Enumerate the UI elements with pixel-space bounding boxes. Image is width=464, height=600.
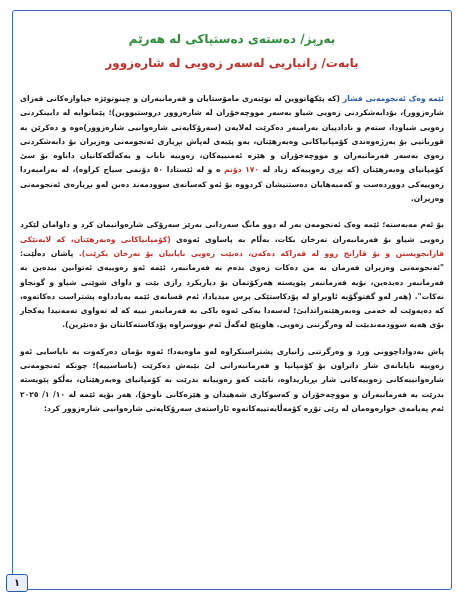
investment-companies-quote: (کۆمپانیاکانی وەبەرهێنان، کە لایەنێکی قازانجویستن و بۆ قازانج روو لە قەزاکە دەکەن، دەبێت زەویی نایابیان بۆ تەرخان بکرێت).: [20, 234, 444, 258]
paragraph-meeting-text-2: پاشان دەڵێت: "ئەنجومەنی وەزیران فەرمان بە من دەکات زەوی بدەم بە فەرمانبەر، ئێمە ئەو زەوییەی ئەتوانین بیدەین بە فەرمانبەر دەیدەین، بۆیە فەرمانبەر پێویستە هەرکۆتمان بۆ دیاریکرد رازی بێت و داوای شوێنی شیاو و گونجاو نەکات". (هەر لەو گفتوگۆیە ئاوبراو لە پۆدکاستێکی پرس میدیادا، ئەم قسانەی ئێمە بەیادداوە پشتراست دەکاتەوە، کە دەیەوێت لە خەمی وەبەرهێنەراندابێ؛ لەسەدا یەکی ئەوە باکی بە فەرمانبەر نییە کە لە تەواوی تەمەنیدا یەکجار بۆی هەیە سوودمەندبێت لە وەرگرتنی زەویی. هاوپێچ لەگەڵ ئەم نووسراوە پۆدکاستەکانتان بۆ دەنێرین).: [20, 248, 444, 330]
paragraph-findings: پاش بەدواداچوونی ورد و وەرگرتنی زانیاری پشتراستکراوە لەو ماوەیەدا؛ ئەوە بۆمان دەرکەوت بە نایاسایی ئەو زەوییە نایابانەی شار داتراون بۆ کۆمپانیا و فەرمانبەرانی لێ بێبەش دەکرێت (ناساسییە)؛ چونکە ئەنجومەنی شارەوانییەکانی زەوییەکانی شار بڕیاریداوە، نابێت کەو زەوییانە بدرێت بە کۆمپانیای وەبەرهێنان، بەڵکو پێویستە بدرێت بە فەرمانبەران و مووچەخۆران و کەسوکاری شەهیدان و هێزەکانی ناوخۆ). هەر بۆیە ئێمە لە ١٠/ ١/ ٢٠٢٥ ئەم پەیامەی خوارەوەمان لە رێی تۆڕە کۆمەڵایەتییەکانەوە ئاراستەی سەرۆکایەتی شارەوانیی شارەزوور کرد:: [20, 346, 444, 413]
paragraph-intro: [20, 92, 444, 206]
document-body: [20, 18, 444, 416]
paragraph-meeting-text-1: بۆ ئەم مەبەستە؛ ئێمە وەک ئەنجومەن بەر لە دوو مانگ سەردانی بەرێز سەرۆکی شارەوانیمان کرد و داوامان لێکرد زەویی شیاو بۆ فەرمانبەران تەرخان بکات، بەڵام بە پاساوی ئەوەی: [20, 220, 444, 244]
subject-heading: بابەت/ زانیاریی لەسەر زەویی لە شارەزوور: [105, 56, 359, 70]
page-number-badge: ١: [6, 574, 28, 592]
paragraph-meeting: [20, 218, 444, 332]
paragraph-intro-text-2: ە و لە ئێستادا ٥٠ دۆنمی سیاج کراوە)، لە بەرامبەردا زەوییەکی دووردەست و کەمبەهایان دەستنیشان کردووە بۆ ئەو کەسانەی سوودمەند دەبن لەو بڕیارەی ئەنجومەنی وەزیران.: [20, 165, 444, 204]
paragraph-intro-text-1: (کە پێکهاتووین لە نوێنەری مامۆستایان و فەرمانبەران و چینوتوێژە جیاوازەکانی قەزای شارەزوور)، بۆدابەشکردنی زەویی شیاو بەسەر مووچەخۆران لە شارەزوور دروستبووین)؛ پێمانوایە لە دابینکردنی زەویی شیاودا، ستەم و نادادپیان بەرامبەر دەکرێت لەلایەن (سەرۆکایەتی شارەوانیی شارەزوور)ەوە و دەکرێن بە قوربانیی بۆ بەرژەوەندی کۆمپانیاکانی وەبەرهێنان، بەو پێیەی لەپاش بڕیاری ئەنجومەنی وەزیران بۆ دابەشکردنی زەوی بەسەر فەرمانبەران و مووچەخۆران و هێزە ئەمنییەکان، زەوییە ناباب و بەکەڵکەکانیان داناوە بۆ سێ کۆمپانیای وەبەرهێنان (کە بڕی زەوییەکە زیاد لە: [20, 94, 444, 175]
recipient-heading: بەرپز/ دەستەی دەستپاکی لە هەرێم: [128, 32, 336, 46]
council-label: ئێمە وەک ئەنجومەنی فشار: [342, 94, 444, 103]
land-amount-highlight: ١٧٠ دۆنم: [224, 165, 260, 175]
